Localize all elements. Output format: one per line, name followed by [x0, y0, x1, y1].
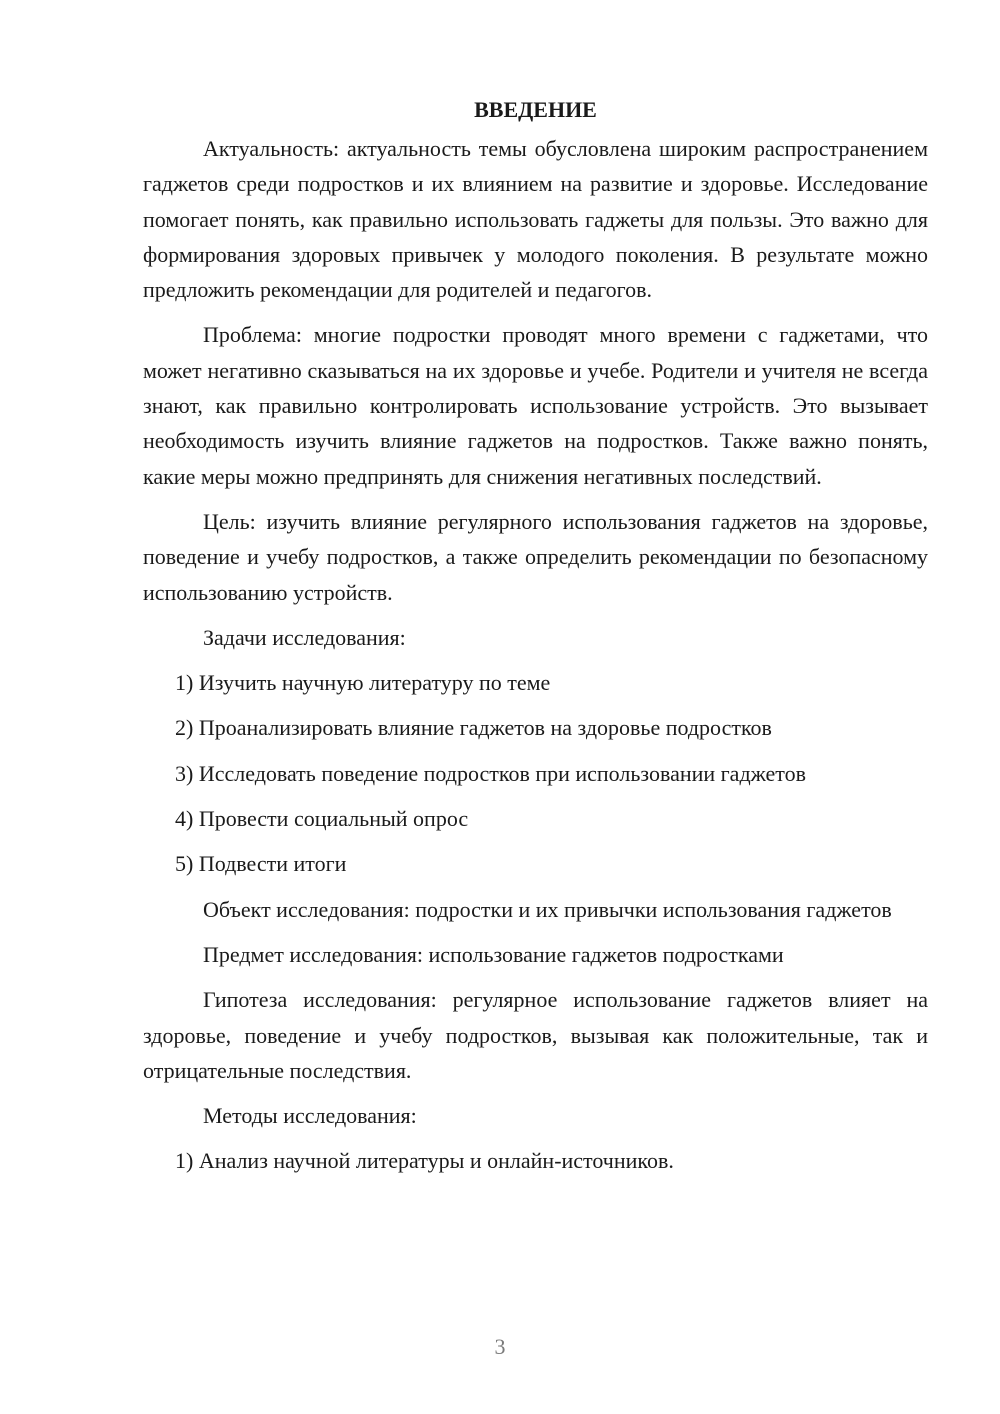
problem-paragraph: Проблема: многие подростки проводят много времени с гаджетами, что может негативно сказываться на их здоровье и учебе. Родители и учителя не всегда знают, как правильно контролировать использование устройств. Это вызывает необходимость изучить влияние гаджетов на подростков. Также важно понять, какие меры можно предпринять для снижения негативных последствий. [143, 322, 928, 489]
page-number: 3 [494, 1334, 506, 1359]
document-page [143, 92, 928, 1189]
tasks-list [143, 665, 928, 881]
tasks-heading: Задачи исследования: [203, 624, 406, 650]
subject-paragraph: Предмет исследования: использование гаджетов подростками [203, 941, 784, 967]
relevance-paragraph: Актуальность: актуальность темы обусловлена широким распространением гаджетов среди подростков и их влиянием на развитие и здоровье. Исследование помогает понять, как правильно использовать гаджеты для пользы. Это важно для формирования здоровых привычек у молодого поколения. В результате можно предложить рекомендации для родителей и педагогов. [143, 136, 928, 303]
list-item: 5) Подвести итоги [175, 851, 347, 877]
goal-paragraph: Цель: изучить влияние регулярного использования гаджетов на здоровье, поведение и учебу подростков, а также определить рекомендации по безопасному использованию устройств. [143, 508, 928, 605]
methods-list [143, 1143, 928, 1178]
list-item: 3) Исследовать поведение подростков при использовании гаджетов [175, 760, 807, 786]
hypothesis-paragraph: Гипотеза исследования: регулярное использование гаджетов влияет на здоровье, поведение и учебу подростков, вызывая как положительные, так и отрицательные последствия. [143, 987, 928, 1083]
list-item: 2) Проанализировать влияние гаджетов на здоровье подростков [175, 715, 772, 741]
list-item: 1) Изучить научную литературу по теме [175, 670, 551, 696]
methods-heading: Методы исследования: [203, 1103, 417, 1129]
page-title: ВВЕДЕНИЕ [474, 97, 597, 122]
list-item: 1) Анализ научной литературы и онлайн-источников. [175, 1148, 674, 1174]
list-item: 4) Провести социальный опрос [175, 806, 469, 832]
object-paragraph: Объект исследования: подростки и их привычки использования гаджетов [203, 896, 892, 922]
